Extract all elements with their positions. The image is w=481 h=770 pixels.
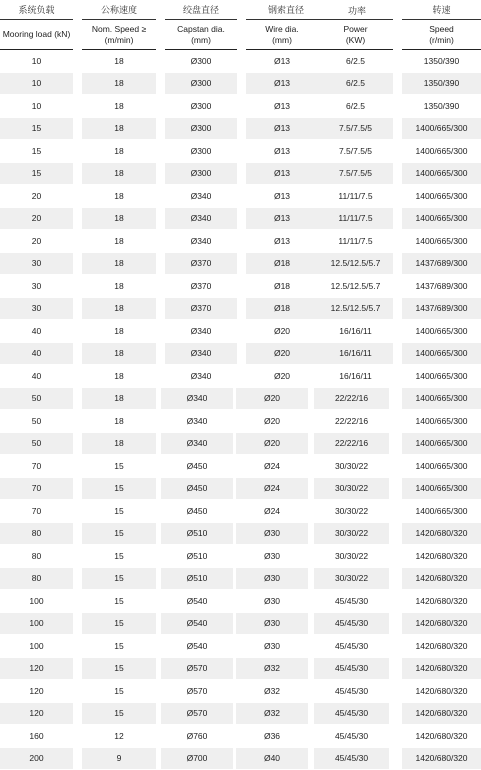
cell-load: 15 (0, 118, 73, 141)
table-row (0, 185, 481, 208)
header-en-power-line2: (KW) (346, 35, 365, 46)
cell-rpm: 1400/665/300 (402, 455, 481, 478)
table-row (0, 388, 481, 411)
cell-speed: 15 (82, 523, 156, 546)
cell-wire: Ø32 (236, 703, 308, 726)
cell-capstan: Ø300 (165, 73, 237, 96)
cell-power: 45/45/30 (314, 703, 389, 726)
cell-rpm: 1420/680/320 (402, 568, 481, 591)
cell-wire: Ø13 (246, 118, 318, 141)
table-row (0, 343, 481, 366)
cell-load: 120 (0, 658, 73, 681)
cell-wire: Ø20 (236, 388, 308, 411)
table-row (0, 500, 481, 523)
cell-load: 50 (0, 433, 73, 456)
cell-load: 80 (0, 568, 73, 591)
table-row (0, 748, 481, 770)
cell-speed: 18 (82, 230, 156, 253)
cell-speed: 18 (82, 163, 156, 186)
cell-capstan: Ø340 (161, 410, 233, 433)
table-row (0, 590, 481, 613)
table-row (0, 365, 481, 388)
header-en-capstan-line2: (mm) (191, 35, 211, 46)
table-row (0, 680, 481, 703)
cell-load: 15 (0, 140, 73, 163)
cell-power: 11/11/7.5 (318, 208, 393, 231)
cell-speed: 18 (82, 275, 156, 298)
cell-load: 70 (0, 455, 73, 478)
cell-power: 7.5/7.5/5 (318, 118, 393, 141)
table-row (0, 320, 481, 343)
cell-wire: Ø13 (246, 73, 318, 96)
header-en-speed-line2: (m/min) (105, 35, 134, 46)
table-row (0, 50, 481, 73)
cell-wire: Ø20 (236, 433, 308, 456)
cell-wire: Ø13 (246, 140, 318, 163)
header-en-wire-line1: Wire dia. (265, 24, 299, 35)
cell-load: 20 (0, 185, 73, 208)
header-en-wire-line2: (mm) (272, 35, 292, 46)
cell-speed: 18 (82, 343, 156, 366)
header-en-speed (82, 20, 156, 50)
cell-power: 30/30/22 (314, 568, 389, 591)
cell-speed: 18 (82, 320, 156, 343)
cell-rpm: 1420/680/320 (402, 658, 481, 681)
cell-load: 30 (0, 253, 73, 276)
cell-speed: 15 (82, 658, 156, 681)
cell-speed: 18 (82, 298, 156, 321)
cell-capstan: Ø370 (165, 275, 237, 298)
cell-load: 50 (0, 388, 73, 411)
header-en-power-line1: Power (343, 24, 367, 35)
table-row (0, 230, 481, 253)
cell-speed: 15 (82, 680, 156, 703)
cell-power: 45/45/30 (314, 635, 389, 658)
cell-power: 30/30/22 (314, 478, 389, 501)
cell-capstan: Ø370 (165, 298, 237, 321)
table-row (0, 253, 481, 276)
cell-wire: Ø18 (246, 253, 318, 276)
cell-wire: Ø20 (246, 365, 318, 388)
cell-load: 10 (0, 73, 73, 96)
table-row (0, 725, 481, 748)
cell-rpm: 1400/665/300 (402, 410, 481, 433)
header-en-speed-line1: Nom. Speed ≥ (92, 24, 146, 35)
cell-wire: Ø20 (246, 320, 318, 343)
cell-capstan: Ø450 (161, 500, 233, 523)
cell-wire: Ø30 (236, 613, 308, 636)
cell-power: 16/16/11 (318, 343, 393, 366)
table-row (0, 613, 481, 636)
header-cn-power: 功率 (348, 0, 366, 20)
cell-capstan: Ø450 (161, 455, 233, 478)
cell-speed: 9 (82, 748, 156, 770)
header-en-capstan (165, 20, 237, 50)
cell-wire: Ø32 (236, 658, 308, 681)
cell-power: 6/2.5 (318, 95, 393, 118)
table-row (0, 140, 481, 163)
cell-speed: 15 (82, 613, 156, 636)
table-row (0, 208, 481, 231)
table-row (0, 455, 481, 478)
cell-power: 30/30/22 (314, 455, 389, 478)
cell-rpm: 1400/665/300 (402, 500, 481, 523)
cell-capstan: Ø300 (165, 118, 237, 141)
cell-rpm: 1400/665/300 (402, 320, 481, 343)
cell-rpm: 1400/665/300 (402, 230, 481, 253)
cell-wire: Ø24 (236, 478, 308, 501)
cell-capstan: Ø570 (161, 658, 233, 681)
table-row (0, 635, 481, 658)
table-row (0, 658, 481, 681)
cell-speed: 18 (82, 95, 156, 118)
cell-load: 100 (0, 613, 73, 636)
cell-power: 12.5/12.5/5.7 (318, 275, 393, 298)
cell-rpm: 1420/680/320 (402, 748, 481, 770)
cell-wire: Ø30 (236, 523, 308, 546)
table-row (0, 523, 481, 546)
cell-rpm: 1420/680/320 (402, 613, 481, 636)
cell-power: 16/16/11 (318, 320, 393, 343)
header-cn-rpm: 转速 (402, 0, 481, 20)
cell-wire: Ø13 (246, 163, 318, 186)
cell-capstan: Ø340 (161, 433, 233, 456)
cell-load: 10 (0, 50, 73, 73)
cell-load: 50 (0, 410, 73, 433)
cell-speed: 15 (82, 455, 156, 478)
cell-capstan: Ø300 (165, 140, 237, 163)
cell-rpm: 1420/680/320 (402, 545, 481, 568)
cell-capstan: Ø300 (165, 95, 237, 118)
cell-load: 40 (0, 365, 73, 388)
table-row (0, 118, 481, 141)
cell-load: 70 (0, 500, 73, 523)
table-row (0, 568, 481, 591)
table-row (0, 703, 481, 726)
cell-speed: 18 (82, 50, 156, 73)
table-row (0, 95, 481, 118)
cell-capstan: Ø300 (165, 163, 237, 186)
cell-wire: Ø18 (246, 275, 318, 298)
cell-wire: Ø24 (236, 500, 308, 523)
header-en-rpm-line1: Speed (429, 24, 454, 35)
cell-wire: Ø30 (236, 568, 308, 591)
header-cn-speed: 公称速度 (82, 0, 156, 20)
cell-capstan: Ø340 (165, 343, 237, 366)
cell-rpm: 1350/390 (402, 73, 481, 96)
table-row (0, 275, 481, 298)
cell-rpm: 1400/665/300 (402, 140, 481, 163)
cell-power: 22/22/16 (314, 388, 389, 411)
cell-capstan: Ø540 (161, 635, 233, 658)
cell-speed: 15 (82, 635, 156, 658)
cell-capstan: Ø760 (161, 725, 233, 748)
cell-load: 100 (0, 590, 73, 613)
cell-rpm: 1437/689/300 (402, 253, 481, 276)
header-en-load-line1: Mooring load (kN) (3, 29, 71, 40)
cell-rpm: 1350/390 (402, 95, 481, 118)
cell-speed: 18 (82, 388, 156, 411)
cell-load: 120 (0, 703, 73, 726)
cell-power: 7.5/7.5/5 (318, 140, 393, 163)
header-en-rpm (402, 20, 481, 50)
cell-load: 100 (0, 635, 73, 658)
cell-capstan: Ø370 (165, 253, 237, 276)
cell-power: 45/45/30 (314, 613, 389, 636)
header-row-chinese (0, 0, 481, 20)
cell-rpm: 1400/665/300 (402, 478, 481, 501)
header-en-capstan-line1: Capstan dia. (177, 24, 225, 35)
cell-wire: Ø13 (246, 50, 318, 73)
header-cn-load: 系统负载 (0, 0, 73, 20)
cell-rpm: 1400/665/300 (402, 433, 481, 456)
cell-load: 40 (0, 343, 73, 366)
cell-load: 40 (0, 320, 73, 343)
cell-power: 7.5/7.5/5 (318, 163, 393, 186)
cell-capstan: Ø570 (161, 703, 233, 726)
cell-speed: 15 (82, 568, 156, 591)
cell-load: 20 (0, 230, 73, 253)
cell-wire: Ø18 (246, 298, 318, 321)
cell-rpm: 1420/680/320 (402, 590, 481, 613)
cell-load: 200 (0, 748, 73, 770)
cell-wire: Ø20 (236, 410, 308, 433)
cell-wire: Ø20 (246, 343, 318, 366)
cell-rpm: 1400/665/300 (402, 365, 481, 388)
cell-power: 30/30/22 (314, 500, 389, 523)
cell-rpm: 1437/689/300 (402, 298, 481, 321)
cell-power: 30/30/22 (314, 545, 389, 568)
cell-speed: 15 (82, 590, 156, 613)
cell-power: 22/22/16 (314, 433, 389, 456)
cell-capstan: Ø340 (165, 208, 237, 231)
cell-wire: Ø30 (236, 590, 308, 613)
cell-load: 120 (0, 680, 73, 703)
cell-power: 45/45/30 (314, 680, 389, 703)
cell-speed: 18 (82, 118, 156, 141)
cell-speed: 15 (82, 703, 156, 726)
cell-speed: 18 (82, 208, 156, 231)
cell-rpm: 1400/665/300 (402, 388, 481, 411)
table-row (0, 410, 481, 433)
table-row (0, 73, 481, 96)
cell-load: 70 (0, 478, 73, 501)
cell-capstan: Ø340 (161, 388, 233, 411)
cell-rpm: 1400/665/300 (402, 163, 481, 186)
table-row (0, 478, 481, 501)
cell-rpm: 1350/390 (402, 50, 481, 73)
cell-capstan: Ø510 (161, 523, 233, 546)
cell-wire: Ø24 (236, 455, 308, 478)
cell-speed: 15 (82, 500, 156, 523)
cell-power: 45/45/30 (314, 658, 389, 681)
cell-capstan: Ø340 (165, 185, 237, 208)
cell-rpm: 1400/665/300 (402, 185, 481, 208)
cell-speed: 18 (82, 365, 156, 388)
header-en-wire (246, 20, 318, 50)
cell-power: 16/16/11 (318, 365, 393, 388)
cell-power: 30/30/22 (314, 523, 389, 546)
cell-capstan: Ø510 (161, 568, 233, 591)
table-row (0, 163, 481, 186)
cell-rpm: 1400/665/300 (402, 208, 481, 231)
cell-load: 15 (0, 163, 73, 186)
cell-speed: 18 (82, 253, 156, 276)
cell-power: 6/2.5 (318, 50, 393, 73)
cell-power: 6/2.5 (318, 73, 393, 96)
header-en-power (318, 20, 393, 50)
cell-capstan: Ø540 (161, 590, 233, 613)
header-cn-wire: 钢索直径 (246, 0, 393, 20)
cell-speed: 15 (82, 545, 156, 568)
cell-load: 80 (0, 523, 73, 546)
cell-capstan: Ø510 (161, 545, 233, 568)
cell-speed: 18 (82, 73, 156, 96)
cell-capstan: Ø450 (161, 478, 233, 501)
cell-rpm: 1420/680/320 (402, 703, 481, 726)
cell-capstan: Ø340 (165, 320, 237, 343)
cell-power: 45/45/30 (314, 748, 389, 770)
cell-speed: 18 (82, 433, 156, 456)
header-cn-capstan: 绞盘直径 (165, 0, 237, 20)
cell-load: 80 (0, 545, 73, 568)
cell-wire: Ø32 (236, 680, 308, 703)
cell-capstan: Ø700 (161, 748, 233, 770)
cell-capstan: Ø300 (165, 50, 237, 73)
cell-load: 160 (0, 725, 73, 748)
cell-power: 12.5/12.5/5.7 (318, 298, 393, 321)
cell-wire: Ø13 (246, 208, 318, 231)
cell-wire: Ø30 (236, 545, 308, 568)
cell-rpm: 1420/680/320 (402, 725, 481, 748)
cell-capstan: Ø570 (161, 680, 233, 703)
cell-power: 22/22/16 (314, 410, 389, 433)
cell-rpm: 1400/665/300 (402, 118, 481, 141)
cell-wire: Ø36 (236, 725, 308, 748)
cell-power: 45/45/30 (314, 590, 389, 613)
cell-rpm: 1437/689/300 (402, 275, 481, 298)
cell-wire: Ø30 (236, 635, 308, 658)
cell-rpm: 1400/665/300 (402, 343, 481, 366)
cell-rpm: 1420/680/320 (402, 635, 481, 658)
cell-wire: Ø13 (246, 230, 318, 253)
cell-rpm: 1420/680/320 (402, 523, 481, 546)
cell-speed: 18 (82, 185, 156, 208)
cell-wire: Ø13 (246, 185, 318, 208)
cell-power: 12.5/12.5/5.7 (318, 253, 393, 276)
header-row-english (0, 20, 481, 50)
cell-power: 45/45/30 (314, 725, 389, 748)
table-row (0, 433, 481, 456)
cell-wire: Ø40 (236, 748, 308, 770)
cell-load: 20 (0, 208, 73, 231)
table-row (0, 298, 481, 321)
cell-power: 11/11/7.5 (318, 185, 393, 208)
cell-power: 11/11/7.5 (318, 230, 393, 253)
header-en-rpm-line2: (r/min) (429, 35, 454, 46)
header-en-load (0, 20, 73, 50)
cell-load: 10 (0, 95, 73, 118)
cell-wire: Ø13 (246, 95, 318, 118)
cell-speed: 12 (82, 725, 156, 748)
cell-capstan: Ø340 (165, 365, 237, 388)
cell-load: 30 (0, 275, 73, 298)
cell-speed: 15 (82, 478, 156, 501)
cell-speed: 18 (82, 410, 156, 433)
cell-speed: 18 (82, 140, 156, 163)
cell-capstan: Ø340 (165, 230, 237, 253)
cell-rpm: 1420/680/320 (402, 680, 481, 703)
table-row (0, 545, 481, 568)
cell-load: 30 (0, 298, 73, 321)
cell-capstan: Ø540 (161, 613, 233, 636)
